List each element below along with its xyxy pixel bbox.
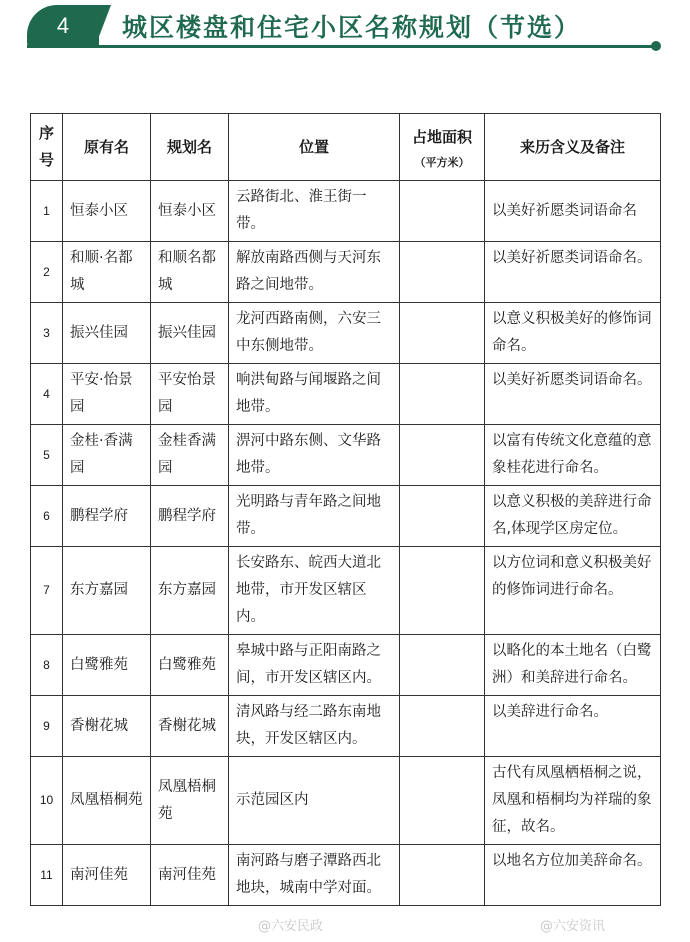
cell-index: 9 [31, 696, 63, 757]
cell-location: 长安路东、皖西大道北地带，市开发区辖区内。 [229, 547, 400, 635]
cell-area [400, 242, 485, 303]
header-original-name: 原有名 [63, 114, 151, 181]
table-row [31, 757, 661, 845]
cell-planned-name: 平安怡景园 [151, 364, 229, 425]
header-area [400, 114, 485, 181]
cell-index: 4 [31, 364, 63, 425]
table-row [31, 845, 661, 906]
cell-original-name: 平安·怡景园 [63, 364, 151, 425]
cell-origin: 以意义积极的美辞进行命名,体现学区房定位。 [485, 486, 661, 547]
header-index: 序号 [31, 114, 63, 181]
cell-origin: 以美好祈愿类词语命名。 [485, 364, 661, 425]
cell-origin: 以富有传统文化意蕴的意象桂花进行命名。 [485, 425, 661, 486]
cell-location: 龙河西路南侧，六安三中东侧地带。 [229, 303, 400, 364]
cell-planned-name: 振兴佳园 [151, 303, 229, 364]
cell-area [400, 425, 485, 486]
table-row [31, 547, 661, 635]
header-origin: 来历含义及备注 [485, 114, 661, 181]
cell-original-name: 东方嘉园 [63, 547, 151, 635]
cell-location: 示范园区内 [229, 757, 400, 845]
cell-area [400, 547, 485, 635]
cell-origin: 以美好祈愿类词语命名。 [485, 242, 661, 303]
table-row [31, 696, 661, 757]
table-row [31, 635, 661, 696]
cell-origin: 以美好祈愿类词语命名 [485, 181, 661, 242]
cell-origin: 以地名方位加美辞命名。 [485, 845, 661, 906]
cell-area [400, 845, 485, 906]
table-row [31, 181, 661, 242]
cell-planned-name: 东方嘉园 [151, 547, 229, 635]
cell-index: 3 [31, 303, 63, 364]
cell-location: 云路街北、淮王街一带。 [229, 181, 400, 242]
cell-index: 11 [31, 845, 63, 906]
cell-index: 6 [31, 486, 63, 547]
cell-area [400, 486, 485, 547]
table-header-row [31, 114, 661, 181]
watermark-right: @六安资讯 [540, 919, 606, 934]
cell-planned-name: 恒泰小区 [151, 181, 229, 242]
cell-area [400, 696, 485, 757]
header-location: 位置 [229, 114, 400, 181]
naming-plan-table [30, 113, 661, 906]
page-title: 城区楼盘和住宅小区名称规划（节选） [122, 13, 582, 42]
cell-planned-name: 和顺名都城 [151, 242, 229, 303]
cell-original-name: 鹏程学府 [63, 486, 151, 547]
cell-origin: 以意义积极美好的修饰词命名。 [485, 303, 661, 364]
cell-planned-name: 凤凰梧桐苑 [151, 757, 229, 845]
cell-origin: 古代有凤凰栖梧桐之说，凤凰和梧桐均为祥瑞的象征，故名。 [485, 757, 661, 845]
cell-area [400, 757, 485, 845]
cell-location: 皋城中路与正阳南路之间，市开发区辖区内。 [229, 635, 400, 696]
cell-index: 1 [31, 181, 63, 242]
cell-planned-name: 南河佳苑 [151, 845, 229, 906]
section-header [0, 0, 690, 56]
cell-planned-name: 香榭花城 [151, 696, 229, 757]
cell-index: 7 [31, 547, 63, 635]
cell-origin: 以方位词和意义积极美好的修饰词进行命名。 [485, 547, 661, 635]
cell-original-name: 南河佳苑 [63, 845, 151, 906]
cell-planned-name: 金桂香满园 [151, 425, 229, 486]
underline-end-dot [651, 41, 661, 51]
section-number-badge: 4 [27, 5, 99, 47]
cell-original-name: 恒泰小区 [63, 181, 151, 242]
cell-planned-name: 白鹭雅苑 [151, 635, 229, 696]
cell-original-name: 香榭花城 [63, 696, 151, 757]
cell-original-name: 振兴佳园 [63, 303, 151, 364]
cell-area [400, 635, 485, 696]
cell-location: 南河路与磨子潭路西北地块，城南中学对面。 [229, 845, 400, 906]
cell-location: 响洪甸路与闻堰路之间地带。 [229, 364, 400, 425]
cell-origin: 以美辞进行命名。 [485, 696, 661, 757]
header-area-unit: （平方米） [414, 155, 470, 169]
cell-location: 淠河中路东侧、文华路地带。 [229, 425, 400, 486]
table-row [31, 425, 661, 486]
cell-original-name: 白鹭雅苑 [63, 635, 151, 696]
cell-area [400, 303, 485, 364]
cell-planned-name: 鹏程学府 [151, 486, 229, 547]
cell-location: 清风路与经二路东南地块，开发区辖区内。 [229, 696, 400, 757]
header-planned-name: 规划名 [151, 114, 229, 181]
watermark-left: @六安民政 [258, 919, 324, 934]
table-row [31, 242, 661, 303]
cell-original-name: 金桂·香满园 [63, 425, 151, 486]
cell-area [400, 181, 485, 242]
cell-location: 解放南路西侧与天河东路之间地带。 [229, 242, 400, 303]
cell-index: 5 [31, 425, 63, 486]
header-area-label: 占地面积 [411, 127, 472, 146]
cell-index: 8 [31, 635, 63, 696]
table-row [31, 364, 661, 425]
title-underline [27, 45, 655, 48]
badge-tail-shape [95, 5, 111, 47]
cell-location: 光明路与青年路之间地带。 [229, 486, 400, 547]
table-row [31, 486, 661, 547]
cell-index: 2 [31, 242, 63, 303]
cell-index: 10 [31, 757, 63, 845]
table-row [31, 303, 661, 364]
cell-original-name: 凤凰梧桐苑 [63, 757, 151, 845]
cell-origin: 以略化的本土地名（白鹭洲）和美辞进行命名。 [485, 635, 661, 696]
cell-original-name: 和顺·名都城 [63, 242, 151, 303]
cell-area [400, 364, 485, 425]
